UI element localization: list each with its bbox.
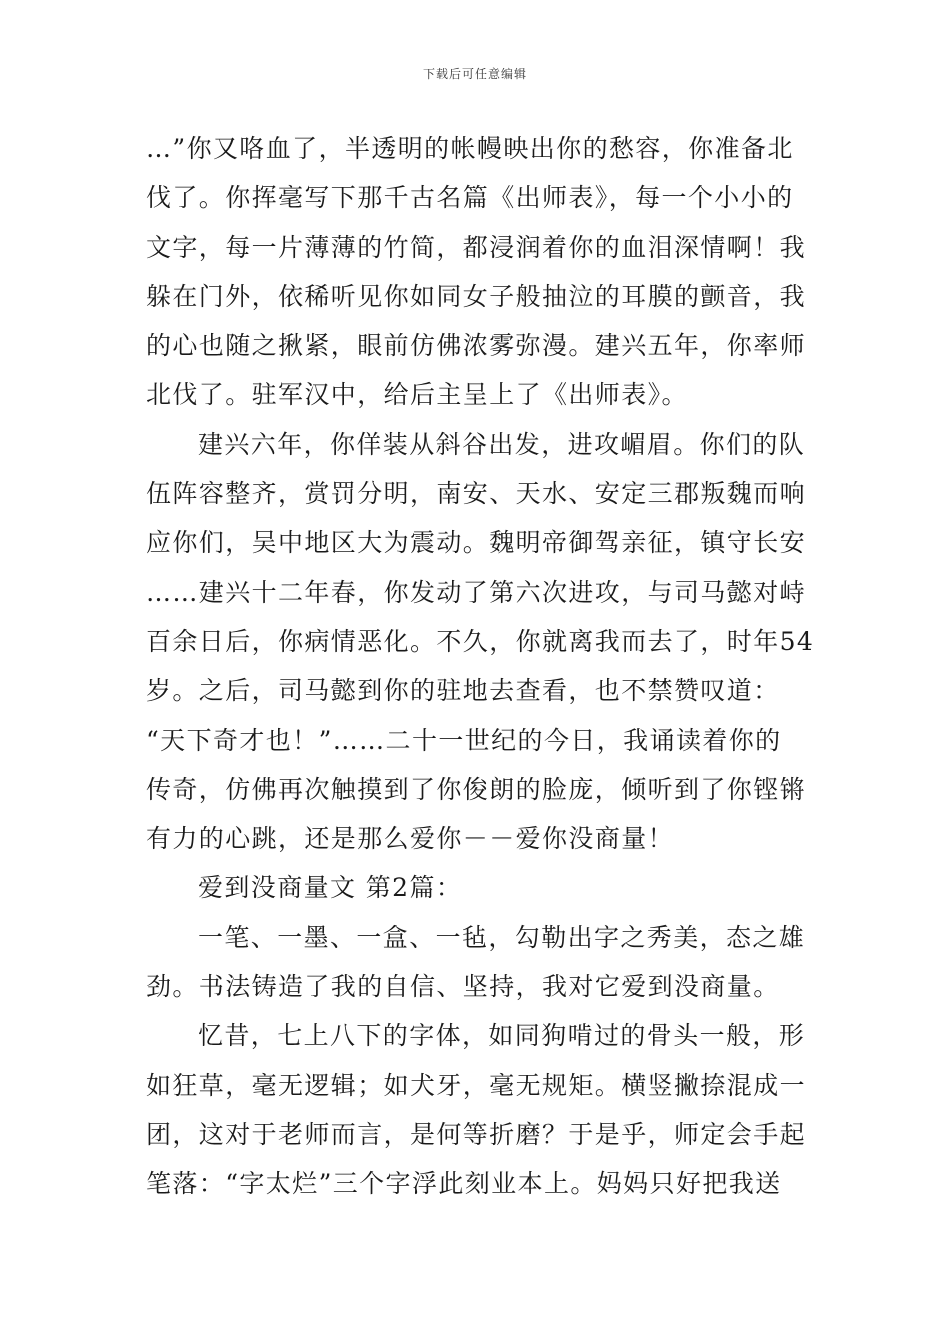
text-line: 团，这对于老师而言，是何等折磨？于是乎，师定会手起 bbox=[146, 1119, 807, 1149]
text-line: 如狂草，毫无逻辑；如犬牙，毫无规矩。横竖撇捺混成一 bbox=[146, 1070, 807, 1100]
text-line: 文字，每一片薄薄的竹简，都浸润着你的血泪深情啊！我 bbox=[146, 232, 807, 262]
text-line: 一笔、一墨、一盒、一毡，勾勒出字之秀美，态之雄 bbox=[198, 922, 806, 952]
text-line: 岁。之后，司马懿到你的驻地去查看，也不禁赞叹道： bbox=[146, 676, 780, 706]
text-line: 百余日后，你病情恶化。不久，你就离我而去了，时年54 bbox=[146, 626, 815, 656]
text-line: 伍阵容整齐，赏罚分明，南安、天水、安定三郡叛魏而响 bbox=[146, 479, 807, 509]
text-line: “天下奇才也！”……二十一世纪的今日，我诵读着你的 bbox=[146, 725, 782, 755]
text-line: 劲。书法铸造了我的自信、坚持，我对它爱到没商量。 bbox=[146, 972, 780, 1002]
section-heading: 爱到没商量文 第2篇： bbox=[198, 873, 463, 903]
text-line: 忆昔，七上八下的字体，如同狗啃过的骨头一般，形 bbox=[198, 1021, 806, 1051]
document-body bbox=[146, 124, 815, 1209]
text-line: 有力的心跳，还是那么爱你－－爱你没商量！ bbox=[146, 824, 675, 854]
text-line: ……建兴十二年春，你发动了第六次进攻，与司马懿对峙 bbox=[146, 577, 807, 607]
text-line: 应你们，吴中地区大为震动。魏明帝御驾亲征，镇守长安 bbox=[146, 528, 807, 558]
text-line: 的心也随之揪紧，眼前仿佛浓雾弥漫。建兴五年，你率师 bbox=[146, 331, 807, 361]
text-line: 传奇，仿佛再次触摸到了你俊朗的脸庞，倾听到了你铿锵 bbox=[146, 774, 807, 804]
text-line: 建兴六年，你佯装从斜谷出发，进攻嵋眉。你们的队 bbox=[198, 429, 806, 459]
text-line: 笔落：“字太烂”三个字浮此刻业本上。妈妈只好把我送 bbox=[146, 1169, 782, 1199]
text-line: …”你又咯血了，半透明的帐幔映出你的愁容，你准备北 bbox=[146, 134, 794, 163]
page-header: 下载后可任意编辑 bbox=[422, 67, 527, 81]
text-line: 躲在门外，依稀听见你如同女子般抽泣的耳膜的颤音，我 bbox=[146, 281, 807, 311]
text-line: 北伐了。驻军汉中，给后主呈上了《出师表》。 bbox=[146, 380, 688, 410]
text-line: 伐了。你挥毫写下那千古名篇《出师表》，每一个小小的 bbox=[146, 183, 794, 213]
